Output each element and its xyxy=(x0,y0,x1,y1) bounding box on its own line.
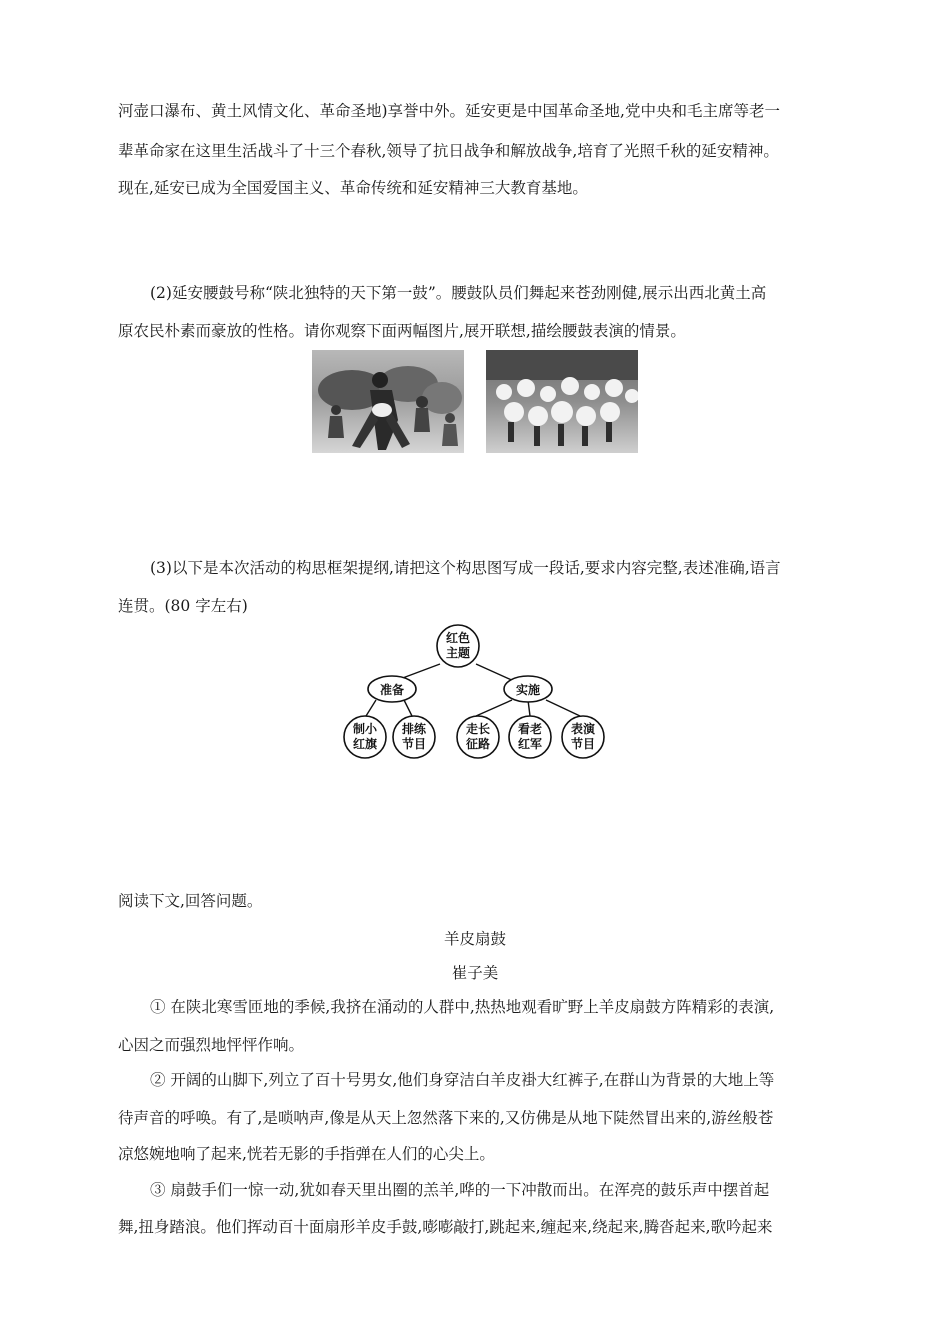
node-text: 节目 xyxy=(570,737,596,751)
article-paragraph-line: 待声音的呼唤。有了,是唢呐声,像是从天上忽然落下来的,又仿佛是从地下陡然冒出来的,游丝般苍 xyxy=(118,1109,774,1127)
article-author: 崔子美 xyxy=(451,964,499,982)
question-2-line: 原农民朴素而豪放的性格。请你观察下面两幅图片,展开联想,描绘腰鼓表演的情景。 xyxy=(118,322,686,340)
waist-drum-photo-left xyxy=(312,350,464,453)
node-text: 表演 xyxy=(570,722,596,736)
node-text: 准备 xyxy=(379,683,405,697)
node-text: 走长 xyxy=(465,722,491,736)
article-paragraph-line: ② 开阔的山脚下,列立了百十号男女,他们身穿洁白羊皮褂大红裤子,在群山为背景的大地上等 xyxy=(150,1071,775,1089)
article-paragraph-line: 心因之而强烈地怦怦作响。 xyxy=(118,1036,305,1054)
question-3-line: (3)以下是本次活动的构思框架提纲,请把这个构思图写成一段话,要求内容完整,表述准确,语言 xyxy=(150,559,781,577)
node-text: 看老 xyxy=(517,722,543,736)
node-text: 主题 xyxy=(445,646,471,660)
paragraph-line: 现在,延安已成为全国爱国主义、革命传统和延安精神三大教育基地。 xyxy=(118,179,588,197)
concept-diagram xyxy=(340,622,610,762)
node-text: 排练 xyxy=(401,722,427,736)
node-text: 红旗 xyxy=(352,737,378,751)
node-text: 征路 xyxy=(465,737,491,751)
article-paragraph-line: 凉悠婉地响了起来,恍若无影的手指弹在人们的心尖上。 xyxy=(118,1145,495,1163)
article-paragraph-line: ③ 扇鼓手们一惊一动,犹如春天里出圈的羔羊,哗的一下冲散而出。在浑亮的鼓乐声中摆首起 xyxy=(150,1181,770,1199)
reading-instruction: 阅读下文,回答问题。 xyxy=(118,892,263,910)
paragraph-line: 河壶口瀑布、黄土风情文化、革命圣地)享誉中外。延安更是中国革命圣地,党中央和毛主席等老一 xyxy=(118,102,780,120)
question-2-line: (2)延安腰鼓号称“陕北独特的天下第一鼓”。腰鼓队员们舞起来苍劲刚健,展示出西北黄土高 xyxy=(150,284,767,302)
waist-drum-photo-right xyxy=(486,350,638,453)
node-text: 实施 xyxy=(515,683,541,697)
node-text: 制小 xyxy=(352,722,378,736)
article-paragraph-line: 舞,扭身踏浪。他们挥动百十面扇形羊皮手鼓,嘭嘭敲打,跳起来,缠起来,绕起来,腾沓起来,歌吟起来 xyxy=(118,1218,773,1236)
article-paragraph-line: ① 在陕北寒雪匝地的季候,我挤在涌动的人群中,热热地观看旷野上羊皮扇鼓方阵精彩的表演, xyxy=(150,998,775,1016)
question-3-line: 连贯。(80 字左右) xyxy=(118,597,248,615)
paragraph-line: 辈革命家在这里生活战斗了十三个春秋,领导了抗日战争和解放战争,培育了光照千秋的延安精神。 xyxy=(118,142,779,160)
article-title: 羊皮扇鼓 xyxy=(443,930,506,948)
node-text: 节目 xyxy=(401,737,427,751)
node-text: 红军 xyxy=(517,737,543,751)
node-text: 红色 xyxy=(445,631,471,645)
